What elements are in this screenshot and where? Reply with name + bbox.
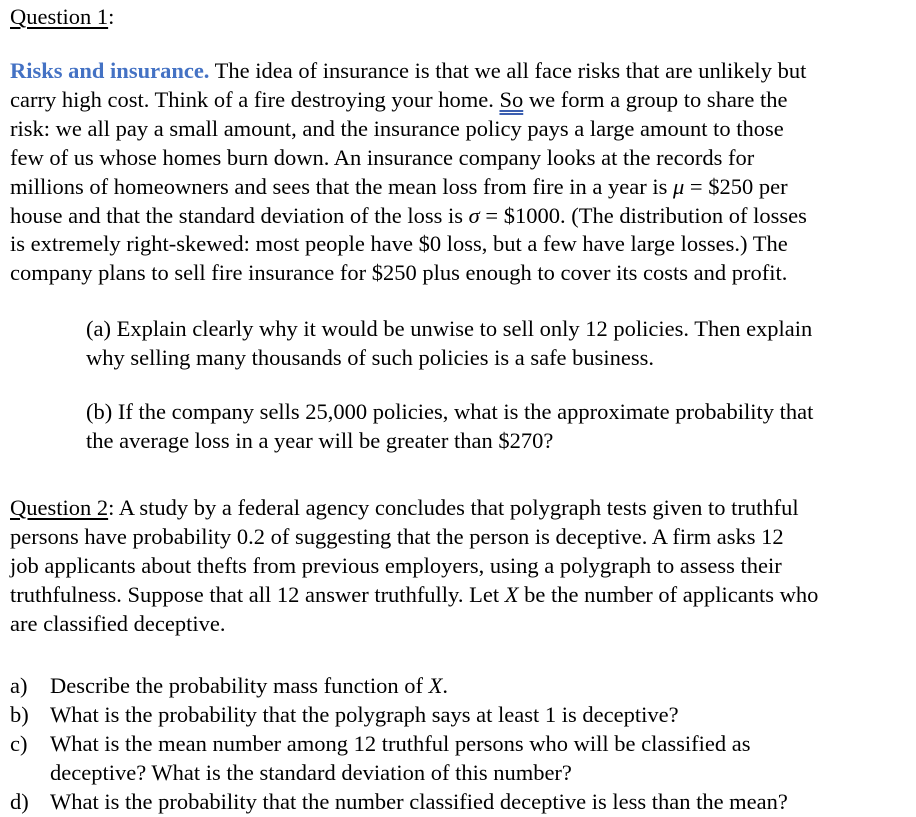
- paragraph-line: are classified deceptive.: [10, 610, 226, 636]
- paragraph-line: [10, 86, 912, 115]
- part-b-line: (b) If the company sells 25,000 policies, what is the approximate probability that: [86, 399, 814, 425]
- line-text: = $1000. (The distribution of losses: [479, 202, 807, 228]
- part-b-line: the average loss in a year will be greater than $270?: [86, 427, 554, 453]
- list-marker: d): [10, 789, 29, 815]
- x-variable: X: [428, 673, 443, 699]
- paragraph-line: few of us whose homes burn down. An insurance company looks at the records for: [10, 144, 755, 170]
- list-item-b: [10, 701, 916, 730]
- list-marker: a): [10, 673, 28, 699]
- paragraph-line: company plans to sell fire insurance for $250 plus enough to cover its costs and profit.: [10, 260, 788, 286]
- list-item-text: [50, 672, 916, 701]
- line-text: A study by a federal agency concludes that polygraph tests given to truthful: [114, 494, 799, 520]
- paragraph-line: [10, 494, 916, 523]
- list-item-c: [10, 730, 916, 788]
- question-1-paragraph: [10, 57, 912, 288]
- question-1-heading: [10, 0, 916, 32]
- line-text: millions of homeowners and sees that the mean loss from fire in a year is: [10, 173, 673, 199]
- paragraph-line: risk: we all pay a small amount, and the insurance policy pays a large amount to those: [10, 115, 784, 141]
- list-item-d: [10, 788, 916, 817]
- document-page: [10, 0, 916, 817]
- list-item-text: What is the probability that the polygraph says at least 1 is deceptive?: [50, 702, 679, 728]
- question-1-colon: :: [108, 4, 115, 29]
- line-text: we form a group to share the: [523, 86, 788, 112]
- paragraph-line: [10, 581, 916, 610]
- line-text: house and that the standard deviation of the loss is: [10, 202, 469, 228]
- line-text: truthfulness. Suppose that all 12 answer truthfully. Let: [10, 581, 505, 607]
- question-1-part-a: [86, 315, 916, 373]
- so-word: So: [499, 86, 524, 112]
- sigma-symbol: σ: [468, 202, 480, 228]
- line-text: be the number of applicants who: [518, 581, 819, 607]
- paragraph-line: job applicants about thefts from previous employers, using a polygraph to assess their: [10, 552, 782, 578]
- list-item-text: What is the probability that the number classified deceptive is less than the mean?: [50, 789, 788, 815]
- item-text: Describe the probability mass function of: [50, 673, 429, 699]
- line-text: = $250 per: [684, 173, 788, 199]
- paragraph-line: [10, 173, 912, 202]
- list-item-text: What is the mean number among 12 truthful persons who will be classified as: [50, 731, 751, 757]
- paragraph-line: is extremely right-skewed: most people have $0 loss, but a few have large losses.) The: [10, 231, 788, 257]
- question-1-title: Question 1: [10, 4, 109, 29]
- part-a-line: why selling many thousands of such policies is a safe business.: [86, 345, 655, 371]
- list-marker: c): [10, 731, 28, 757]
- mu-symbol: μ: [672, 173, 685, 199]
- question-1-part-b: [86, 398, 916, 456]
- line-text: The idea of insurance is that we all face risks that are unlikely but: [209, 58, 807, 83]
- question-2-list: [10, 672, 916, 817]
- list-item-text-continued: deceptive? What is the standard deviation of this number?: [50, 760, 572, 786]
- paragraph-line: [10, 57, 912, 86]
- paragraph-line: [10, 202, 912, 231]
- line-text: carry high cost. Think of a fire destroying your home.: [10, 86, 500, 112]
- item-suffix: .: [442, 673, 449, 699]
- list-item-a: [10, 672, 916, 701]
- x-variable: X: [504, 581, 519, 607]
- paragraph-line: persons have probability 0.2 of suggesting that the person is deceptive. A firm asks 12: [10, 523, 784, 549]
- part-a-line: (a) Explain clearly why it would be unwise to sell only 12 policies. Then explain: [86, 316, 813, 342]
- question-2-title: Question 2: [10, 494, 109, 520]
- question-2-colon: :: [108, 494, 115, 520]
- list-marker: b): [10, 702, 29, 728]
- topic-lead: Risks and insurance.: [10, 58, 210, 83]
- question-2-paragraph: [10, 494, 916, 639]
